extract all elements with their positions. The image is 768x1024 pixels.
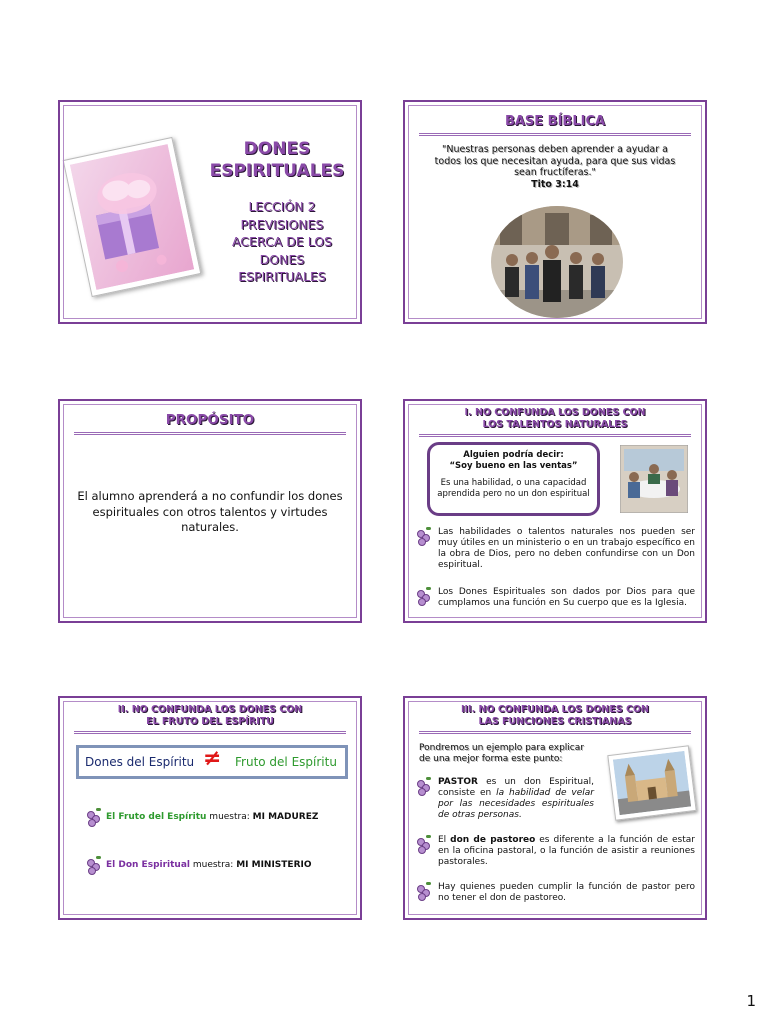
- fruto-label: Fruto del Espíritu: [235, 755, 337, 769]
- title-line: ESPIRITUALES: [209, 161, 345, 181]
- grape-bullet-icon: [417, 527, 430, 544]
- not-equal-symbol: ≠: [203, 746, 222, 771]
- slide-title: [60, 704, 360, 728]
- comparison-box: [76, 745, 348, 779]
- dones-label: Dones del Espíritu: [85, 755, 195, 769]
- grape-bullet-icon: [87, 808, 100, 825]
- group-photo: [490, 205, 624, 319]
- intro-line: de una mejor forma este punto:: [419, 754, 563, 764]
- bullet-text: Los Dones Espirituales son dados por Dios para que cumplamos una función en Su cuerpo que es la Iglesia.: [438, 587, 695, 608]
- fruit-term: El Fruto del Espíritu: [106, 812, 207, 822]
- quote-line: todos los que necesitan ayuda, para que sus vidas: [434, 155, 676, 167]
- bible-quote: [415, 144, 695, 190]
- difference-text: es diferente a la función de estar en la oficina pastoral, o la función de asistir a reuniones pastorales.: [438, 835, 695, 867]
- connector-text: muestra:: [189, 860, 237, 870]
- title-line: EL FRUTO DEL ESPÍRITU: [146, 716, 274, 727]
- title-line: I. NO CONFUNDA LOS DONES CON: [464, 407, 646, 418]
- pastoreo-difference: [438, 835, 695, 868]
- meeting-photo: [620, 445, 688, 513]
- title-line: III. NO CONFUNDA LOS DONES CON: [460, 704, 650, 715]
- box-quote: “Soy bueno en las ventas”: [449, 461, 578, 471]
- slide-title: [405, 407, 705, 431]
- subtitle-line: ESPIRITUALES: [238, 269, 326, 284]
- quote-line: sean fructíferas.": [514, 167, 596, 178]
- bullet-text: Hay quienes pueden cumplir la función de pastor pero no tener el don de pastoreo.: [438, 882, 695, 903]
- quote-line: "Nuestras personas deben aprender a ayudar a: [442, 144, 668, 155]
- box-text: aprendida pero no un don espiritual: [437, 489, 590, 499]
- title-rule: [419, 133, 691, 136]
- title-line: II. NO CONFUNDA LOS DONES CON: [117, 704, 303, 715]
- subtitle-line: DONES: [259, 251, 305, 267]
- connector-text: muestra:: [206, 812, 253, 822]
- purpose-text: [66, 489, 354, 536]
- gift-statement: [106, 860, 312, 870]
- grape-bullet-icon: [417, 882, 430, 899]
- cathedral-photo: [607, 745, 696, 821]
- fruit-result: MI MADUREZ: [252, 812, 319, 822]
- title-rule: [74, 731, 346, 734]
- definition-italic: la habilidad de velar por las necesidades espirituales de otras personas.: [438, 788, 594, 820]
- definition-text: es un don Espiritual, consiste en: [438, 777, 594, 798]
- subtitle-line: PREVISIONES: [240, 216, 324, 232]
- subtitle-line: LECCIÓN 2: [248, 199, 316, 214]
- intro-text: [419, 743, 584, 765]
- slide-talentos-naturales: [403, 399, 707, 623]
- intro-line: Pondremos un ejemplo para explicar: [419, 743, 584, 753]
- pastoreo-term: don de pastoreo: [450, 835, 536, 845]
- gift-result: MI MINISTERIO: [236, 860, 312, 870]
- title-line: LOS TALENTOS NATURALES: [482, 419, 628, 430]
- gift-term: El Don Espiritual: [106, 860, 190, 870]
- slide-dones-espirituales: [58, 100, 362, 324]
- purpose-line: naturales.: [181, 520, 239, 534]
- slide-fruto-espiritu: [58, 696, 362, 920]
- slide-proposito: [58, 399, 362, 623]
- fruit-statement: [106, 812, 318, 822]
- title-rule: [74, 432, 346, 435]
- slide-base-biblica: [403, 100, 707, 324]
- example-box: [427, 442, 600, 516]
- slide-title: BASE BÍBLICA: [504, 114, 606, 129]
- grape-bullet-icon: [417, 587, 430, 604]
- lead-text: El: [438, 835, 451, 845]
- slide-title: PROPÓSITO: [165, 412, 255, 428]
- slide-title: [405, 704, 705, 728]
- pastor-definition: [438, 777, 594, 821]
- slide-title: [200, 138, 354, 182]
- title-line: DONES: [243, 139, 311, 159]
- subtitle-line: ACERCA DE LOS: [231, 234, 333, 249]
- quote-reference: Tito 3:14: [531, 178, 579, 190]
- lesson-subtitle: [210, 198, 354, 286]
- slide-funciones-cristianas: [403, 696, 707, 920]
- bullet-text: Las habilidades o talentos naturales nos pueden ser muy útiles en un ministerio o en un trabajo específico en la obra de Dios, pero no deben confundirse con un Don espiritual.: [438, 527, 695, 570]
- page-number: 1: [746, 992, 756, 1010]
- purpose-line: espirituales con otros talentos y virtudes: [92, 504, 328, 519]
- purpose-line: El alumno aprenderá a no confundir los dones: [77, 489, 343, 503]
- grape-bullet-icon: [417, 777, 430, 794]
- title-rule: [419, 731, 691, 734]
- title-line: LAS FUNCIONES CRISTIANAS: [478, 716, 632, 727]
- pastor-term: PASTOR: [438, 777, 478, 787]
- box-heading: Alguien podría decir:: [463, 450, 564, 460]
- gift-photo: [63, 137, 202, 297]
- grape-bullet-icon: [417, 835, 430, 852]
- title-rule: [419, 434, 691, 437]
- box-text: Es una habilidad, o una capacidad: [440, 478, 587, 488]
- grape-bullet-icon: [87, 856, 100, 873]
